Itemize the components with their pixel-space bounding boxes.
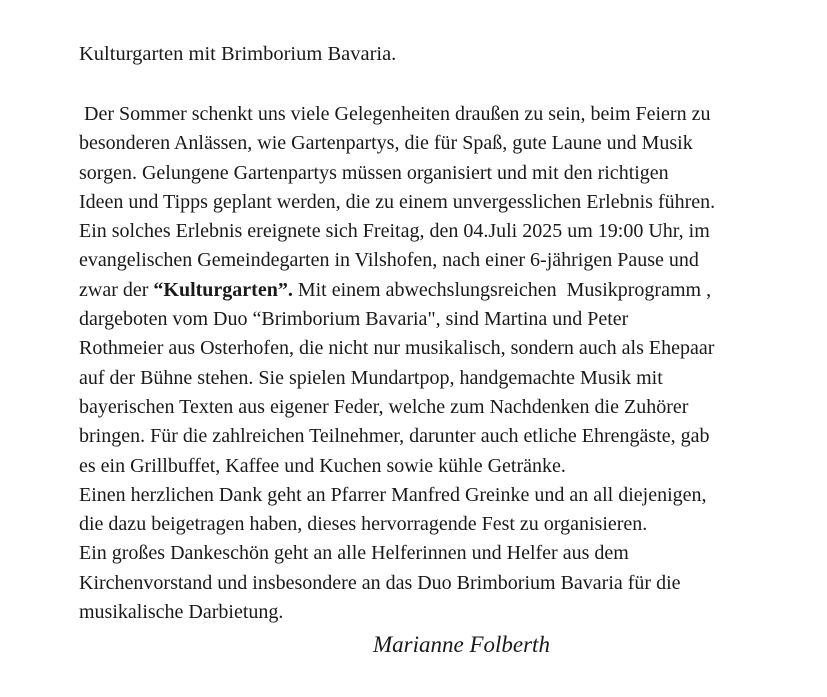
body-line-7	[79, 276, 819, 305]
body-line-11: bayerischen Texten aus eigener Feder, welche zum Nachdenken die Zuhörer	[79, 395, 689, 418]
article-body	[79, 100, 819, 627]
body-line-16: Ein großes Dankeschön geht an alle Helferinnen und Helfer aus dem	[79, 542, 629, 565]
body-line-3: sorgen. Gelungene Gartenpartys müssen organisiert und mit den richtigen	[79, 161, 669, 184]
body-line-2: besonderen Anlässen, wie Gartenpartys, die für Spaß, gute Laune und Musik	[79, 132, 693, 155]
body-line-4: Ideen und Tipps geplant werden, die zu einem unvergesslichen Erlebnis führen.	[79, 190, 716, 213]
body-line-14: Einen herzlichen Dank geht an Pfarrer Manfred Greinke und an all diejenigen,	[79, 483, 707, 506]
document-title: Kulturgarten mit Brimborium Bavaria.	[79, 43, 397, 65]
body-line-12: bringen. Für die zahlreichen Teilnehmer, darunter auch etliche Ehrengäste, gab	[79, 425, 710, 448]
body-line-7-suffix: Mit einem abwechslungsreichen Musikprogramm ,	[292, 278, 712, 301]
body-line-13: es ein Grillbuffet, Kaffee und Kuchen sowie kühle Getränke.	[79, 454, 566, 477]
event-name-bold: “Kulturgarten”.	[153, 278, 293, 301]
body-line-8: dargeboten vom Duo “Brimborium Bavaria", sind Martina und Peter	[79, 308, 629, 331]
author-signature: Marianne Folberth	[373, 632, 550, 657]
body-line-1: Der Sommer schenkt uns viele Gelegenheiten draußen zu sein, beim Feiern zu	[79, 103, 711, 125]
body-line-9: Rothmeier aus Osterhofen, die nicht nur musikalisch, sondern auch als Ehepaar	[79, 337, 715, 360]
body-line-10: auf der Bühne stehen. Sie spielen Mundartpop, handgemachte Musik mit	[79, 366, 663, 389]
body-line-18: musikalische Darbietung.	[79, 601, 284, 624]
body-line-15: die dazu beigetragen haben, dieses hervorragende Fest zu organisieren.	[79, 513, 648, 536]
body-line-6: evangelischen Gemeindegarten in Vilshofen, nach einer 6-jährigen Pause und	[79, 249, 699, 272]
body-line-7-prefix: zwar der	[79, 278, 154, 301]
body-line-5: Ein solches Erlebnis ereignete sich Freitag, den 04.Juli 2025 um 19:00 Uhr, im	[79, 220, 710, 243]
body-line-17: Kirchenvorstand und insbesondere an das Duo Brimborium Bavaria für die	[79, 571, 681, 594]
